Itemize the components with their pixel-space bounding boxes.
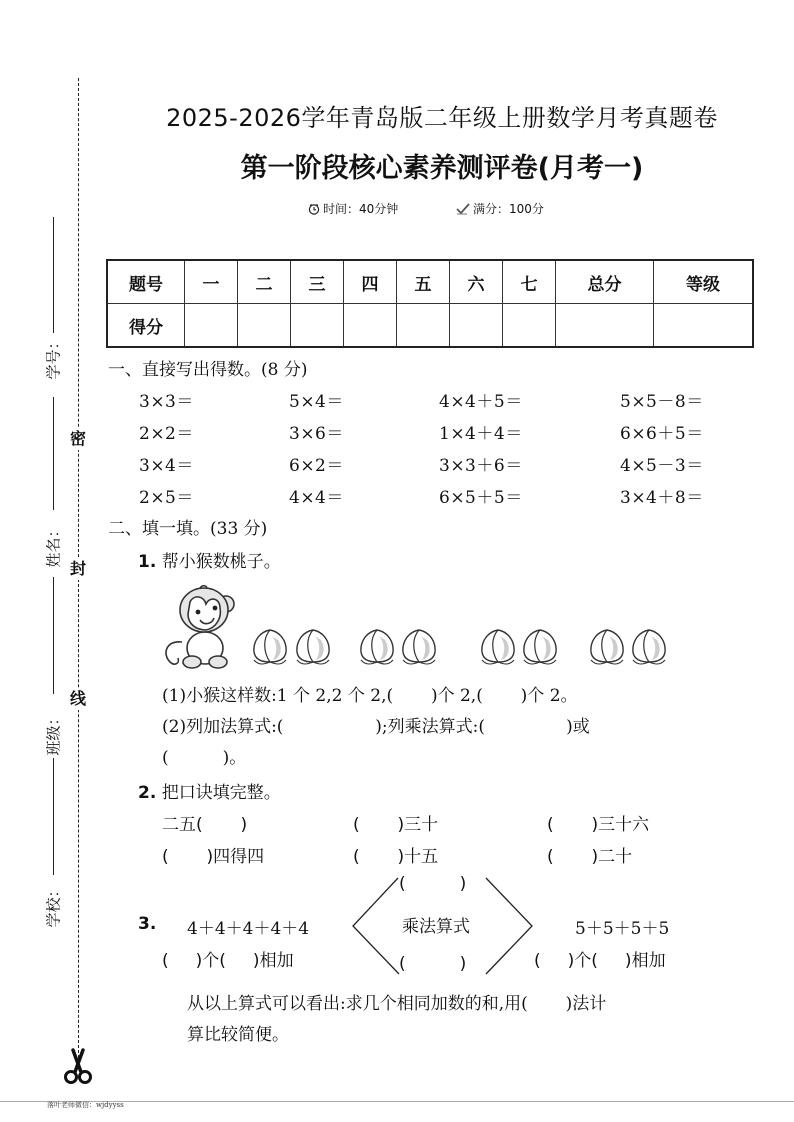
equation: 3×3＋6＝ <box>439 456 523 476</box>
q3-number-label: 3. <box>138 914 157 934</box>
q1-part2-cont: ( )。 <box>162 748 247 768</box>
score-cell[interactable] <box>654 304 753 348</box>
class-label: 班级： <box>44 710 63 756</box>
seal-xian: 线 <box>69 689 86 708</box>
q1-heading <box>138 547 281 572</box>
score-cell[interactable] <box>556 304 654 348</box>
equation: 5×5－8＝ <box>620 392 704 412</box>
q3-left-expression: 4＋4＋4＋4＋4 <box>187 919 310 939</box>
equation: 3×3＝ <box>139 392 194 412</box>
rhyme-blank: ( )四得四 <box>162 847 265 867</box>
q2-heading <box>138 778 281 803</box>
equation: 4×5－3＝ <box>620 456 704 476</box>
time-label: 时间：40分钟 <box>323 202 399 216</box>
q3-right-fill: ( )个( )相加 <box>534 951 666 971</box>
q1-part1: (1)小猴这样数:1 个 2,2 个 2,( )个 2,( )个 2。 <box>162 686 578 706</box>
equation: 5×4＝ <box>289 392 344 412</box>
equation: 3×4＋8＝ <box>620 488 704 508</box>
q2-prompt: 把口诀填完整。 <box>161 783 281 803</box>
score-table <box>106 259 754 348</box>
clock-icon <box>308 203 320 215</box>
q3-center-label: 乘法算式 <box>402 917 470 937</box>
name-label: 姓名： <box>44 522 63 568</box>
scissors-icon <box>62 1048 94 1084</box>
exam-title: 2025-2026学年青岛版二年级上册数学月考真题卷 <box>166 104 718 132</box>
equation: 4×4＋5＝ <box>439 392 523 412</box>
q3-top-blank: ( ) <box>399 874 467 894</box>
score-cell[interactable] <box>503 304 556 348</box>
class-line <box>53 758 54 875</box>
peach-icon <box>588 626 626 666</box>
rhyme-blank: ( )十五 <box>353 847 439 867</box>
score-cell[interactable] <box>238 304 291 348</box>
header-cell: 三 <box>291 260 344 304</box>
name-line <box>53 577 54 694</box>
school-label: 学校： <box>44 882 63 928</box>
rhyme-blank: ( )二十 <box>547 847 633 867</box>
q3-bottom-blank: ( ) <box>399 954 467 974</box>
q3-left-fill: ( )个( )相加 <box>162 951 294 971</box>
header-cell: 等级 <box>654 260 753 304</box>
header-cell: 二 <box>238 260 291 304</box>
header-cell: 一 <box>185 260 238 304</box>
header-cell: 七 <box>503 260 556 304</box>
header-cell: 题号 <box>107 260 185 304</box>
checkmark-icon <box>456 203 470 215</box>
score-table-score-row <box>107 304 753 348</box>
seal-feng: 封 <box>69 559 86 578</box>
seal-mi: 密 <box>69 429 86 448</box>
q1-number: 1. <box>138 552 157 572</box>
student-id-label: 学号： <box>44 334 63 380</box>
peach-icon <box>251 626 289 666</box>
exam-subtitle: 第一阶段核心素养测评卷(月考一) <box>240 153 644 184</box>
q1-part2: (2)列加法算式:( );列乘法算式:( )或 <box>162 717 590 737</box>
score-cell[interactable] <box>291 304 344 348</box>
peach-icon <box>479 626 517 666</box>
peach-icon <box>630 626 668 666</box>
equation: 6×2＝ <box>289 456 344 476</box>
equation: 2×2＝ <box>139 424 194 444</box>
equation: 2×5＝ <box>139 488 194 508</box>
header-cell: 六 <box>450 260 503 304</box>
peach-icon <box>294 626 332 666</box>
score-cell[interactable] <box>185 304 238 348</box>
q1-prompt: 帮小猴数桃子。 <box>161 552 281 572</box>
header-cell: 总分 <box>556 260 654 304</box>
equation: 3×4＝ <box>139 456 194 476</box>
q3-conclusion-cont: 算比较简便。 <box>187 1025 289 1045</box>
equation: 6×5＋5＝ <box>439 488 523 508</box>
score-table-header-row <box>107 260 753 304</box>
header-cell: 五 <box>397 260 450 304</box>
q3-right-expression: 5＋5＋5＋5 <box>575 919 670 939</box>
student-id-line <box>53 217 54 333</box>
score-cell[interactable] <box>344 304 397 348</box>
rhyme-blank: ( )三十六 <box>547 815 650 835</box>
time-info <box>308 200 398 217</box>
q3-conclusion: 从以上算式可以看出:求几个相同加数的和,用( )法计 <box>187 994 607 1014</box>
peach-icon <box>358 626 396 666</box>
score-info <box>456 200 544 217</box>
footer-contact: 落叶老师微信：wjdyyss <box>47 1101 124 1109</box>
score-cell[interactable] <box>397 304 450 348</box>
equation: 6×6＋5＝ <box>620 424 704 444</box>
score-cell[interactable] <box>450 304 503 348</box>
equation: 4×4＝ <box>289 488 344 508</box>
peach-icon <box>521 626 559 666</box>
equation: 1×4＋4＝ <box>439 424 523 444</box>
section2-title: 二、填一填。(33 分) <box>108 519 268 539</box>
name-line-top <box>53 397 54 510</box>
monkey-illustration <box>160 582 250 670</box>
section1-title: 一、直接写出得数。(8 分) <box>108 360 308 380</box>
q3-number <box>138 914 156 934</box>
q2-number: 2. <box>138 783 157 803</box>
equation: 3×6＝ <box>289 424 344 444</box>
rhyme-blank: ( )三十 <box>353 815 439 835</box>
rhyme-blank: 二五( ) <box>162 815 248 835</box>
score-row-label: 得分 <box>107 304 185 348</box>
score-label: 满分：100分 <box>473 202 544 216</box>
header-cell: 四 <box>344 260 397 304</box>
peach-icon <box>400 626 438 666</box>
